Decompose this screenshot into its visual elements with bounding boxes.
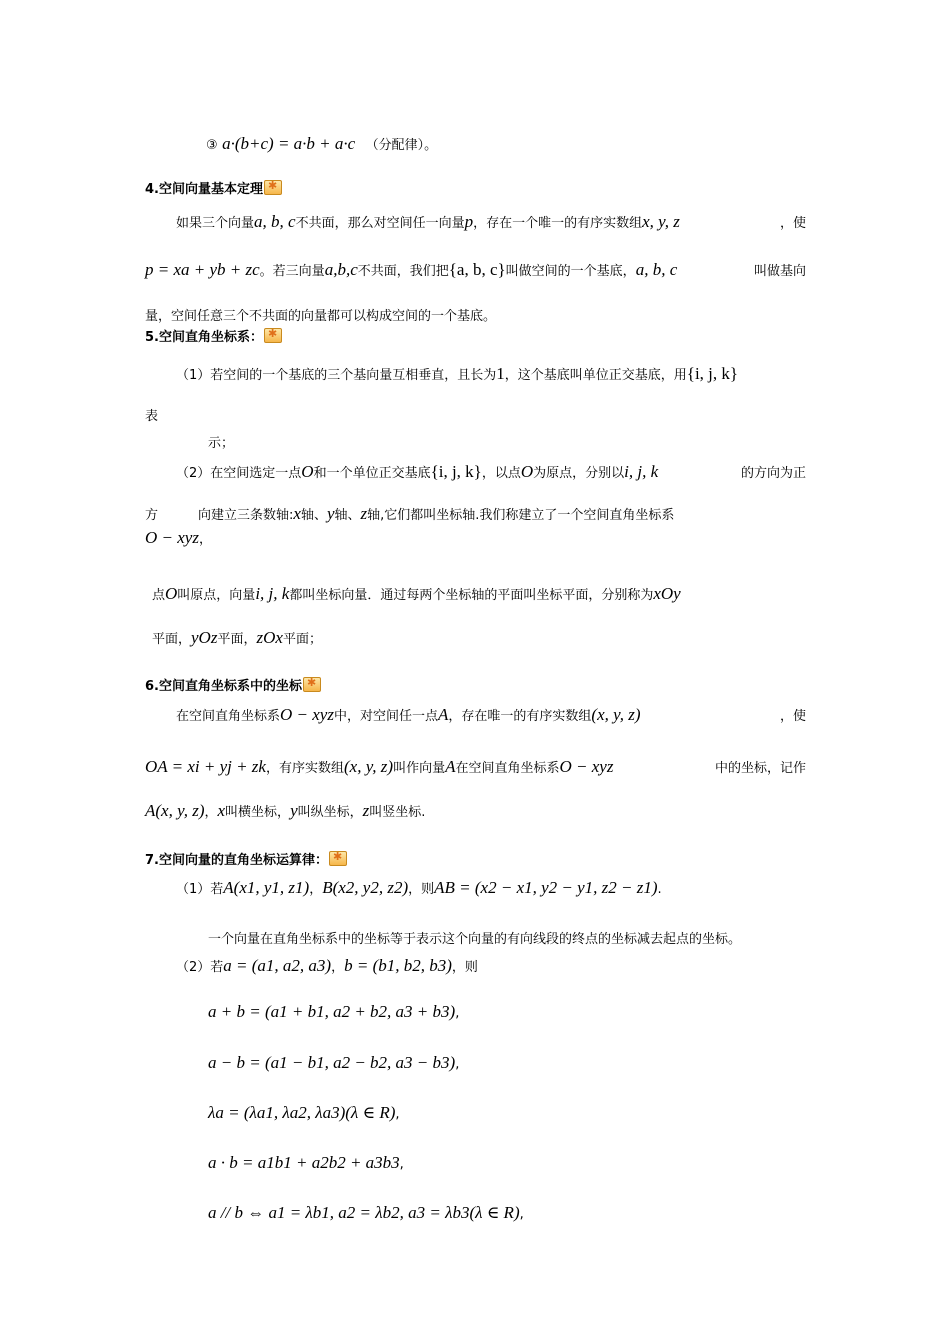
text: 向建立三条数轴: <box>198 508 294 523</box>
formula-scalar <box>208 1103 400 1123</box>
text: 和一个单位正交基底 <box>313 466 431 481</box>
section-4-title: 4.空间向量基本定理 <box>145 182 263 197</box>
text: 一个向量在直角坐标系中的坐标等于表示这个向量的有向线段的终点的坐标减去起点的坐标。 <box>208 932 742 947</box>
s6-line-1 <box>176 705 806 725</box>
math: A(x, y, z) <box>145 801 205 820</box>
text: 都叫坐标向量．通过每两个坐标轴的平面叫坐标平面，分别称为 <box>289 588 654 603</box>
text: 如果三个向量 <box>176 216 255 231</box>
text: 叫原点，向量 <box>177 588 256 603</box>
math: AB = (x2 − x1, y2 − y1, z2 − z1) <box>434 878 658 897</box>
s7-line-1 <box>176 878 662 898</box>
text: 叫横坐标， <box>225 805 291 820</box>
s7-line-2 <box>208 928 741 947</box>
text: 不共面，那么对空间任一向量 <box>295 216 465 231</box>
text: , <box>455 1057 460 1072</box>
text: ，存在唯一的有序实数组 <box>448 709 592 724</box>
text: 叫做空间的一个基底， <box>505 264 636 279</box>
folder-star-icon <box>264 180 282 195</box>
s5-line-5 <box>145 504 806 524</box>
math: yOz <box>191 628 218 647</box>
text: 中的坐标，记作 <box>714 761 806 776</box>
text: 方 <box>145 508 159 523</box>
s4-line-1 <box>176 212 806 232</box>
s6-line-2 <box>145 757 806 777</box>
text: 点 <box>152 588 166 603</box>
text: 示； <box>208 436 235 451</box>
math: OA = xi + yj + zk <box>145 757 266 776</box>
distributive-note: （分配律）。 <box>365 138 438 153</box>
math: 1 <box>496 364 505 383</box>
text: ， <box>309 882 323 897</box>
text: （1）若空间的一个基底的三个基向量互相垂直，且长为 <box>176 368 497 383</box>
text: ，存在一个唯一的有序实数组 <box>473 216 643 231</box>
text: 轴,它们都叫坐标轴.我们称建立了一个空间直角坐标系 <box>367 508 675 523</box>
folder-star-icon <box>264 328 282 343</box>
text: , <box>395 1107 400 1122</box>
text: 轴、 <box>300 508 327 523</box>
s5-line-7 <box>152 584 681 604</box>
math: z <box>360 504 368 523</box>
text: 叫纵坐标， <box>297 805 363 820</box>
text: 中，对空间任一点 <box>333 709 438 724</box>
math: {a, b, c} <box>448 260 506 279</box>
math: z <box>362 801 370 820</box>
distributive-formula: a·(b+c) = a·b + a·c <box>222 134 356 153</box>
math: x, y, z <box>642 212 680 231</box>
text: ，使 <box>779 216 806 231</box>
math: {i, j, k} <box>686 364 739 383</box>
formula-parallel <box>208 1203 524 1223</box>
s4-line-3 <box>145 305 496 324</box>
math: x <box>217 801 226 820</box>
math: (x, y, z) <box>591 705 641 724</box>
math: a = (a1, a2, a3) <box>223 956 332 975</box>
math: a // b ⇔ a1 = λb1, a2 = λb2, a3 = λb3(λ ∈ R) <box>208 1203 520 1222</box>
text: ，则 <box>408 882 435 897</box>
text: 在空间直角坐标系 <box>455 761 560 776</box>
text: ，使 <box>779 709 806 724</box>
math: B(x2, y2, z2) <box>322 878 409 897</box>
section-7-title: 7.空间向量的直角坐标运算律： <box>145 853 328 868</box>
math: y <box>290 801 298 820</box>
math: O <box>165 584 178 603</box>
math: O − xyz <box>145 528 199 547</box>
math: a + b = (a1 + b1, a2 + b2, a3 + b3) <box>208 1002 456 1021</box>
math: λa = (λa1, λa2, λa3)(λ ∈ R) <box>208 1103 396 1122</box>
text: 平面， <box>152 632 192 647</box>
text: 在空间直角坐标系 <box>176 709 281 724</box>
math: a − b = (a1 − b1, a2 − b2, a3 − b3) <box>208 1053 456 1072</box>
text: （1）若 <box>176 882 224 897</box>
s5-line-8 <box>152 628 322 648</box>
s7-line-3 <box>176 956 478 976</box>
math: i, j, k <box>255 584 290 603</box>
text: ，这个基底叫单位正交基底，用 <box>504 368 687 383</box>
math: O − xyz <box>559 757 614 776</box>
folder-star-icon <box>329 851 347 866</box>
math: O <box>520 462 534 481</box>
s5-line-4 <box>176 462 806 482</box>
math: x <box>293 504 301 523</box>
text: 叫竖坐标. <box>369 805 426 820</box>
math: zOx <box>256 628 283 647</box>
text: ，则 <box>451 960 478 975</box>
math: A <box>445 757 456 776</box>
text: ， <box>331 960 345 975</box>
math: A(x1, y1, z1) <box>223 878 310 897</box>
math: a, b, c <box>635 260 678 279</box>
s5-line-3 <box>208 432 234 451</box>
text: 平面， <box>217 632 257 647</box>
text: 为原点，分别以 <box>533 466 625 481</box>
math: (x, y, z) <box>343 757 394 776</box>
section-6-title: 6.空间直角坐标系中的坐标 <box>145 679 302 694</box>
s4-line-2 <box>145 260 806 280</box>
math: i, j, k <box>624 462 659 481</box>
text: 的方向为正 <box>740 466 806 481</box>
text: ，以点 <box>481 466 521 481</box>
formula-dot <box>208 1153 404 1173</box>
text: 。若三向量 <box>259 264 325 279</box>
math: a,b,c <box>324 260 358 279</box>
text: 量，空间任意三个不共面的向量都可以构成空间的一个基底。 <box>145 309 497 324</box>
math: p <box>464 212 474 231</box>
text: 平面； <box>282 632 322 647</box>
section-4-heading <box>145 178 282 197</box>
math: A <box>438 705 449 724</box>
text: （2）在空间选定一点 <box>176 466 302 481</box>
text: ，有序实数组 <box>265 761 344 776</box>
text: , <box>519 1207 524 1222</box>
formula-sum <box>208 1002 459 1022</box>
text: ， <box>204 805 218 820</box>
math: O <box>301 462 314 481</box>
section-5-heading <box>145 326 282 345</box>
math: O − xyz <box>280 705 334 724</box>
math: {i, j, k} <box>430 462 482 481</box>
s5-line-2 <box>145 405 158 424</box>
math: y <box>326 504 335 523</box>
s5-line-1 <box>176 364 738 384</box>
math: p = xa + yb + zc <box>145 260 260 279</box>
text: , <box>455 1006 460 1021</box>
section-6-heading <box>145 675 321 694</box>
circled-number: ③ <box>206 138 218 153</box>
text: 轴、 <box>334 508 361 523</box>
text: 叫作向量 <box>393 761 446 776</box>
math: a · b = a1b1 + a2b2 + a3b3 <box>208 1153 400 1172</box>
s6-line-3 <box>145 801 425 821</box>
distributive-law-line <box>206 134 437 154</box>
section-7-heading <box>145 849 347 868</box>
math: b = (b1, b2, b3) <box>344 956 452 975</box>
text: 表 <box>145 409 159 424</box>
math: a, b, c <box>254 212 296 231</box>
text: 叫做基向 <box>753 264 806 279</box>
section-5-title: 5.空间直角坐标系： <box>145 330 263 345</box>
formula-difference <box>208 1053 459 1073</box>
folder-star-icon <box>303 677 321 692</box>
text: . <box>657 882 662 897</box>
s5-line-6 <box>145 528 212 548</box>
text: , <box>399 1157 404 1172</box>
math: xOy <box>653 584 681 603</box>
text: ， <box>198 532 212 547</box>
text: （2）若 <box>176 960 224 975</box>
text: 不共面，我们把 <box>357 264 449 279</box>
